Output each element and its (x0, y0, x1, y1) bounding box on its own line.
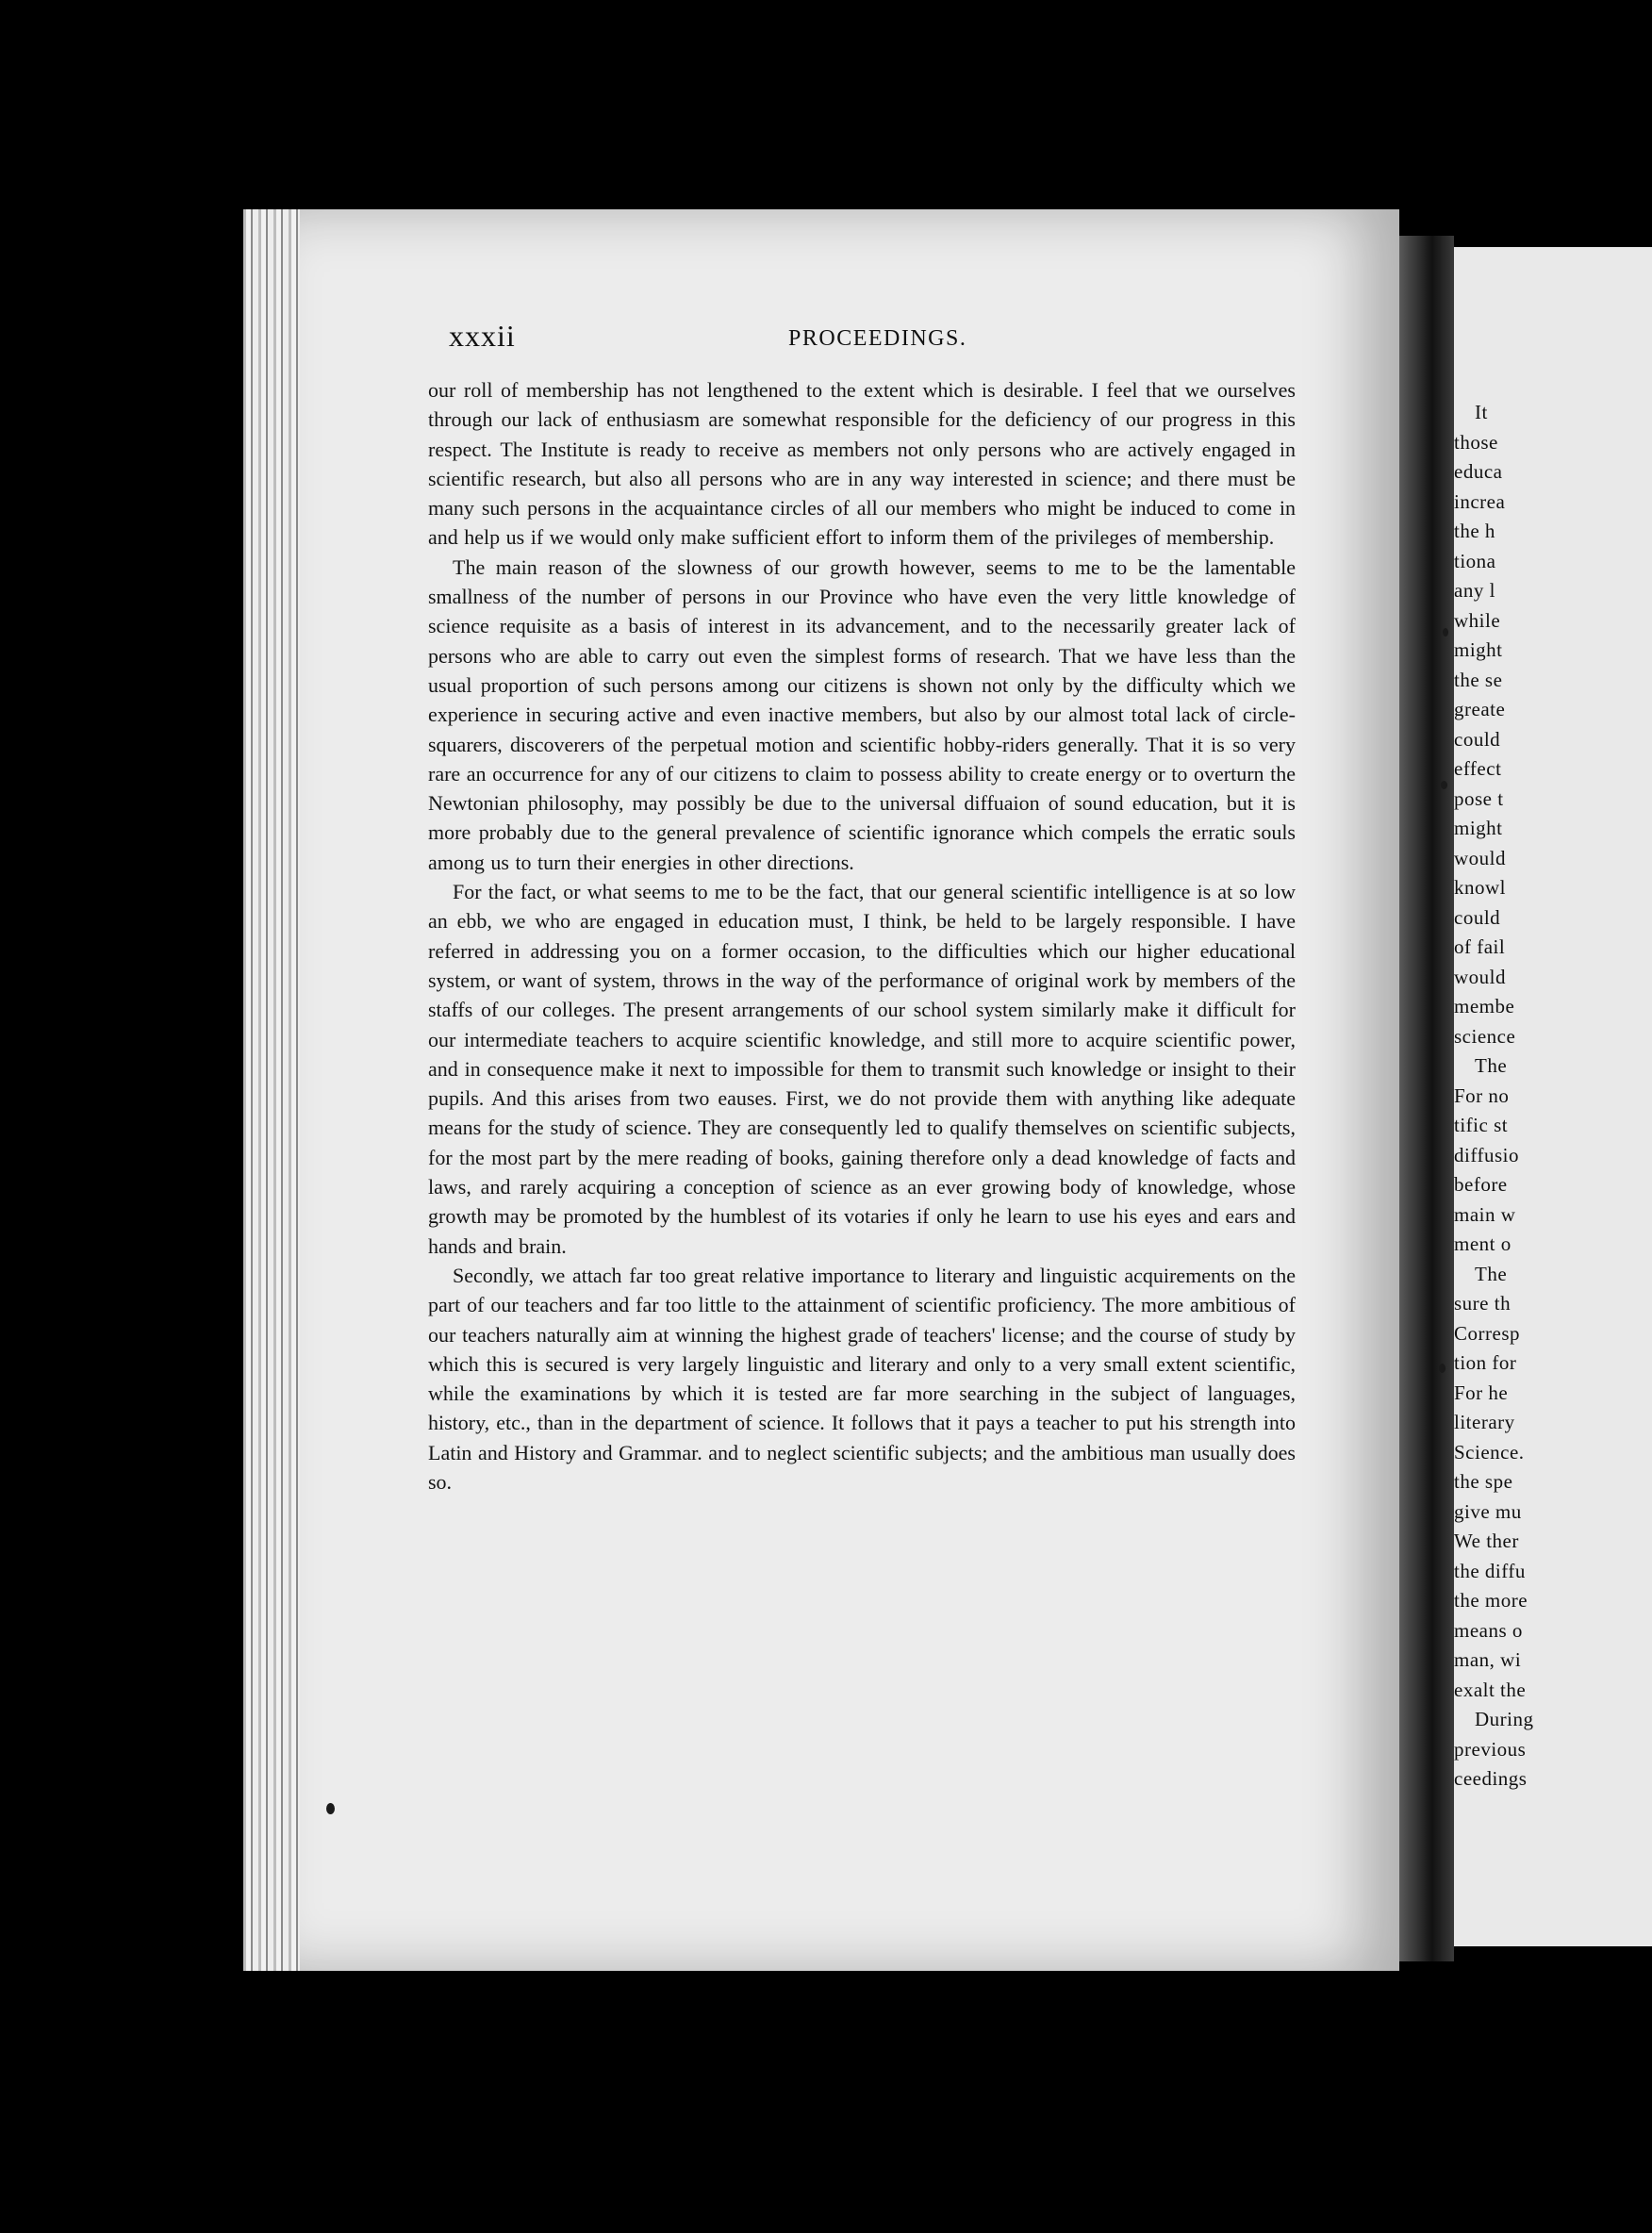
facing-page-line: diffusio (1454, 1143, 1519, 1166)
facing-page-line: We ther (1454, 1530, 1519, 1552)
facing-page (1454, 247, 1652, 1946)
paragraph-2: The main reason of the slowness of our growth however, seems to me to be the lamentable smallness of the number of persons in our Province who have even the very little knowledge of science requisite as a basis of interest in its advancement, and to the necessarily greater lack of persons who are able to carry out even the simplest forms of research. That we have less than the usual proportion of such persons among our citizens is shown not only by the difficulty which we experience in securing active and even inactive members, but also by our almost total lack of circle-squarers, discoverers of the perpetual motion and scientific hobby-riders generally. That it is so very rare an occurrence for any of our citizens to claim to possess ability to create energy or to overturn the Newtonian philosophy, may possibly be due to the universal diffuaion of sound education, but it is more probably due to the general prevalence of scientific ignorance which compels the erratic souls among us to turn their energies in other directions. (428, 554, 1296, 874)
facing-page-line: Science. (1454, 1440, 1525, 1464)
running-title: PROCEEDINGS. (788, 326, 967, 351)
facing-page-line: effect (1454, 757, 1502, 780)
facing-page-line: The (1475, 1054, 1508, 1077)
facing-page-line: before (1454, 1173, 1508, 1196)
facing-page-line: literary (1454, 1411, 1515, 1433)
facing-page-line: Corresp (1454, 1321, 1520, 1345)
facing-page-line: could (1454, 905, 1501, 929)
ink-speck (1443, 628, 1448, 637)
facing-page-line: The (1475, 1262, 1508, 1285)
facing-page-line: tific st (1454, 1114, 1509, 1136)
paragraph-3: For the fact, or what seems to me to be the fact, that our general scientific intelligence is at so low an ebb, we who are engaged in education must, I think, be held to be largely responsible. I have referred in addressing you on a former occasion, to the difficulties which our higher educational system, or want of system, throws in the way of the performance of original work by members of the staffs of our colleges. The present arrangements of our school system similarly make it difficult for our intermediate teachers to acquire scientific knowledge, and still more to acquire scientific power, and in consequence make it next to impossible for them to transmit such knowledge or insight to their pupils. And this arises from two eauses. First, we do not provide them with anything like adequate means for the study of science. They are consequently led to qualify themselves on scientific subjects, for the most part by the mere reading of books, gaining therefore only a dead knowledge of facts and laws, and rarely acquiring a conception of science as an ever growing body of knowledge, whose growth may be promoted by the humblest of its votaries if only he learn to use his eyes and ears and hands and brain. (428, 880, 1296, 1258)
facing-page-line: It (1475, 401, 1488, 423)
facing-page-line: increa (1454, 489, 1506, 513)
facing-page-line: the spe (1454, 1470, 1513, 1493)
paragraph-4: Secondly, we attach far too great relative importance to literary and linguistic acquirements on the part of our teachers and far too little to the attainment of scientific proficiency. The more ambitious of our teachers naturally aim at winning the highest grade of teachers' license; and the course of study by which this is secured is very largely linguistic and literary and only to a very small extent scientific, while the examinations by which it is tested are far more searching in the subject of languages, history, etc., than in the department of science. It follows that it pays a teacher to put his strength into Latin and History and Grammar. and to neglect scientific subjects; and the ambitious man usually does so. (428, 1263, 1296, 1494)
facing-page-line: might (1454, 638, 1503, 661)
running-head (449, 319, 1297, 356)
facing-page-line: exalt the (1454, 1678, 1527, 1701)
facing-page-line: would (1454, 846, 1506, 869)
facing-page-line: means o (1454, 1618, 1523, 1642)
page-number: xxxii (449, 319, 516, 353)
facing-page-line: During (1475, 1708, 1534, 1730)
facing-page-line: could (1454, 727, 1501, 751)
facing-page-line: give mu (1454, 1499, 1522, 1523)
facing-page-line: pose t (1454, 786, 1504, 810)
facing-page-line: tion for (1454, 1351, 1517, 1374)
facing-page-line: ment o (1454, 1232, 1512, 1255)
facing-page-line: might (1454, 817, 1503, 839)
facing-page-line: the diffu (1454, 1559, 1526, 1582)
facing-page-line: the se (1454, 668, 1503, 691)
facing-page-lines (1454, 398, 1652, 1795)
facing-page-line: science (1454, 1024, 1516, 1048)
facing-page-line: would (1454, 965, 1506, 988)
facing-page-line: while (1454, 608, 1501, 632)
facing-page-line: For he (1454, 1381, 1509, 1404)
facing-page-line: membe (1454, 995, 1515, 1017)
body-text (428, 375, 1296, 1497)
facing-page-line: main w (1454, 1202, 1516, 1226)
facing-page-line: For no (1454, 1083, 1510, 1107)
facing-page-line: of fail (1454, 935, 1506, 958)
facing-page-line: any l (1454, 579, 1495, 602)
facing-page-line: previous (1454, 1737, 1527, 1761)
facing-page-line: greate (1454, 698, 1506, 720)
facing-page-line: ceedings (1454, 1767, 1528, 1790)
facing-page-line: sure th (1454, 1292, 1512, 1315)
ink-speck (326, 1803, 335, 1814)
facing-page-line: the more (1454, 1589, 1528, 1612)
facing-page-line: tiona (1454, 549, 1496, 572)
facing-page-line: those (1454, 430, 1498, 454)
paragraph-1: our roll of membership has not lengthened to the extent which is desirable. I feel that we ourselves through our lack of enthusiasm are somewhat responsible for the deficiency of our progress in this respect. The Institute is ready to receive as members not only persons who are actively engaged in scientific research, but also all persons who are in any way interested in science; and there must be many such persons in the acquaintance circles of all our members who might be induced to come in and help us if we would only make sufficient effort to inform them of the privileges of membership. (428, 378, 1296, 550)
book-gutter (1399, 236, 1454, 1961)
facing-page-line: man, wi (1454, 1648, 1522, 1671)
facing-page-line: educa (1454, 460, 1503, 483)
facing-page-line: knowl (1454, 876, 1506, 899)
facing-page-line: the h (1454, 520, 1495, 542)
ink-speck (1441, 781, 1447, 789)
ink-speck (1439, 1364, 1446, 1373)
